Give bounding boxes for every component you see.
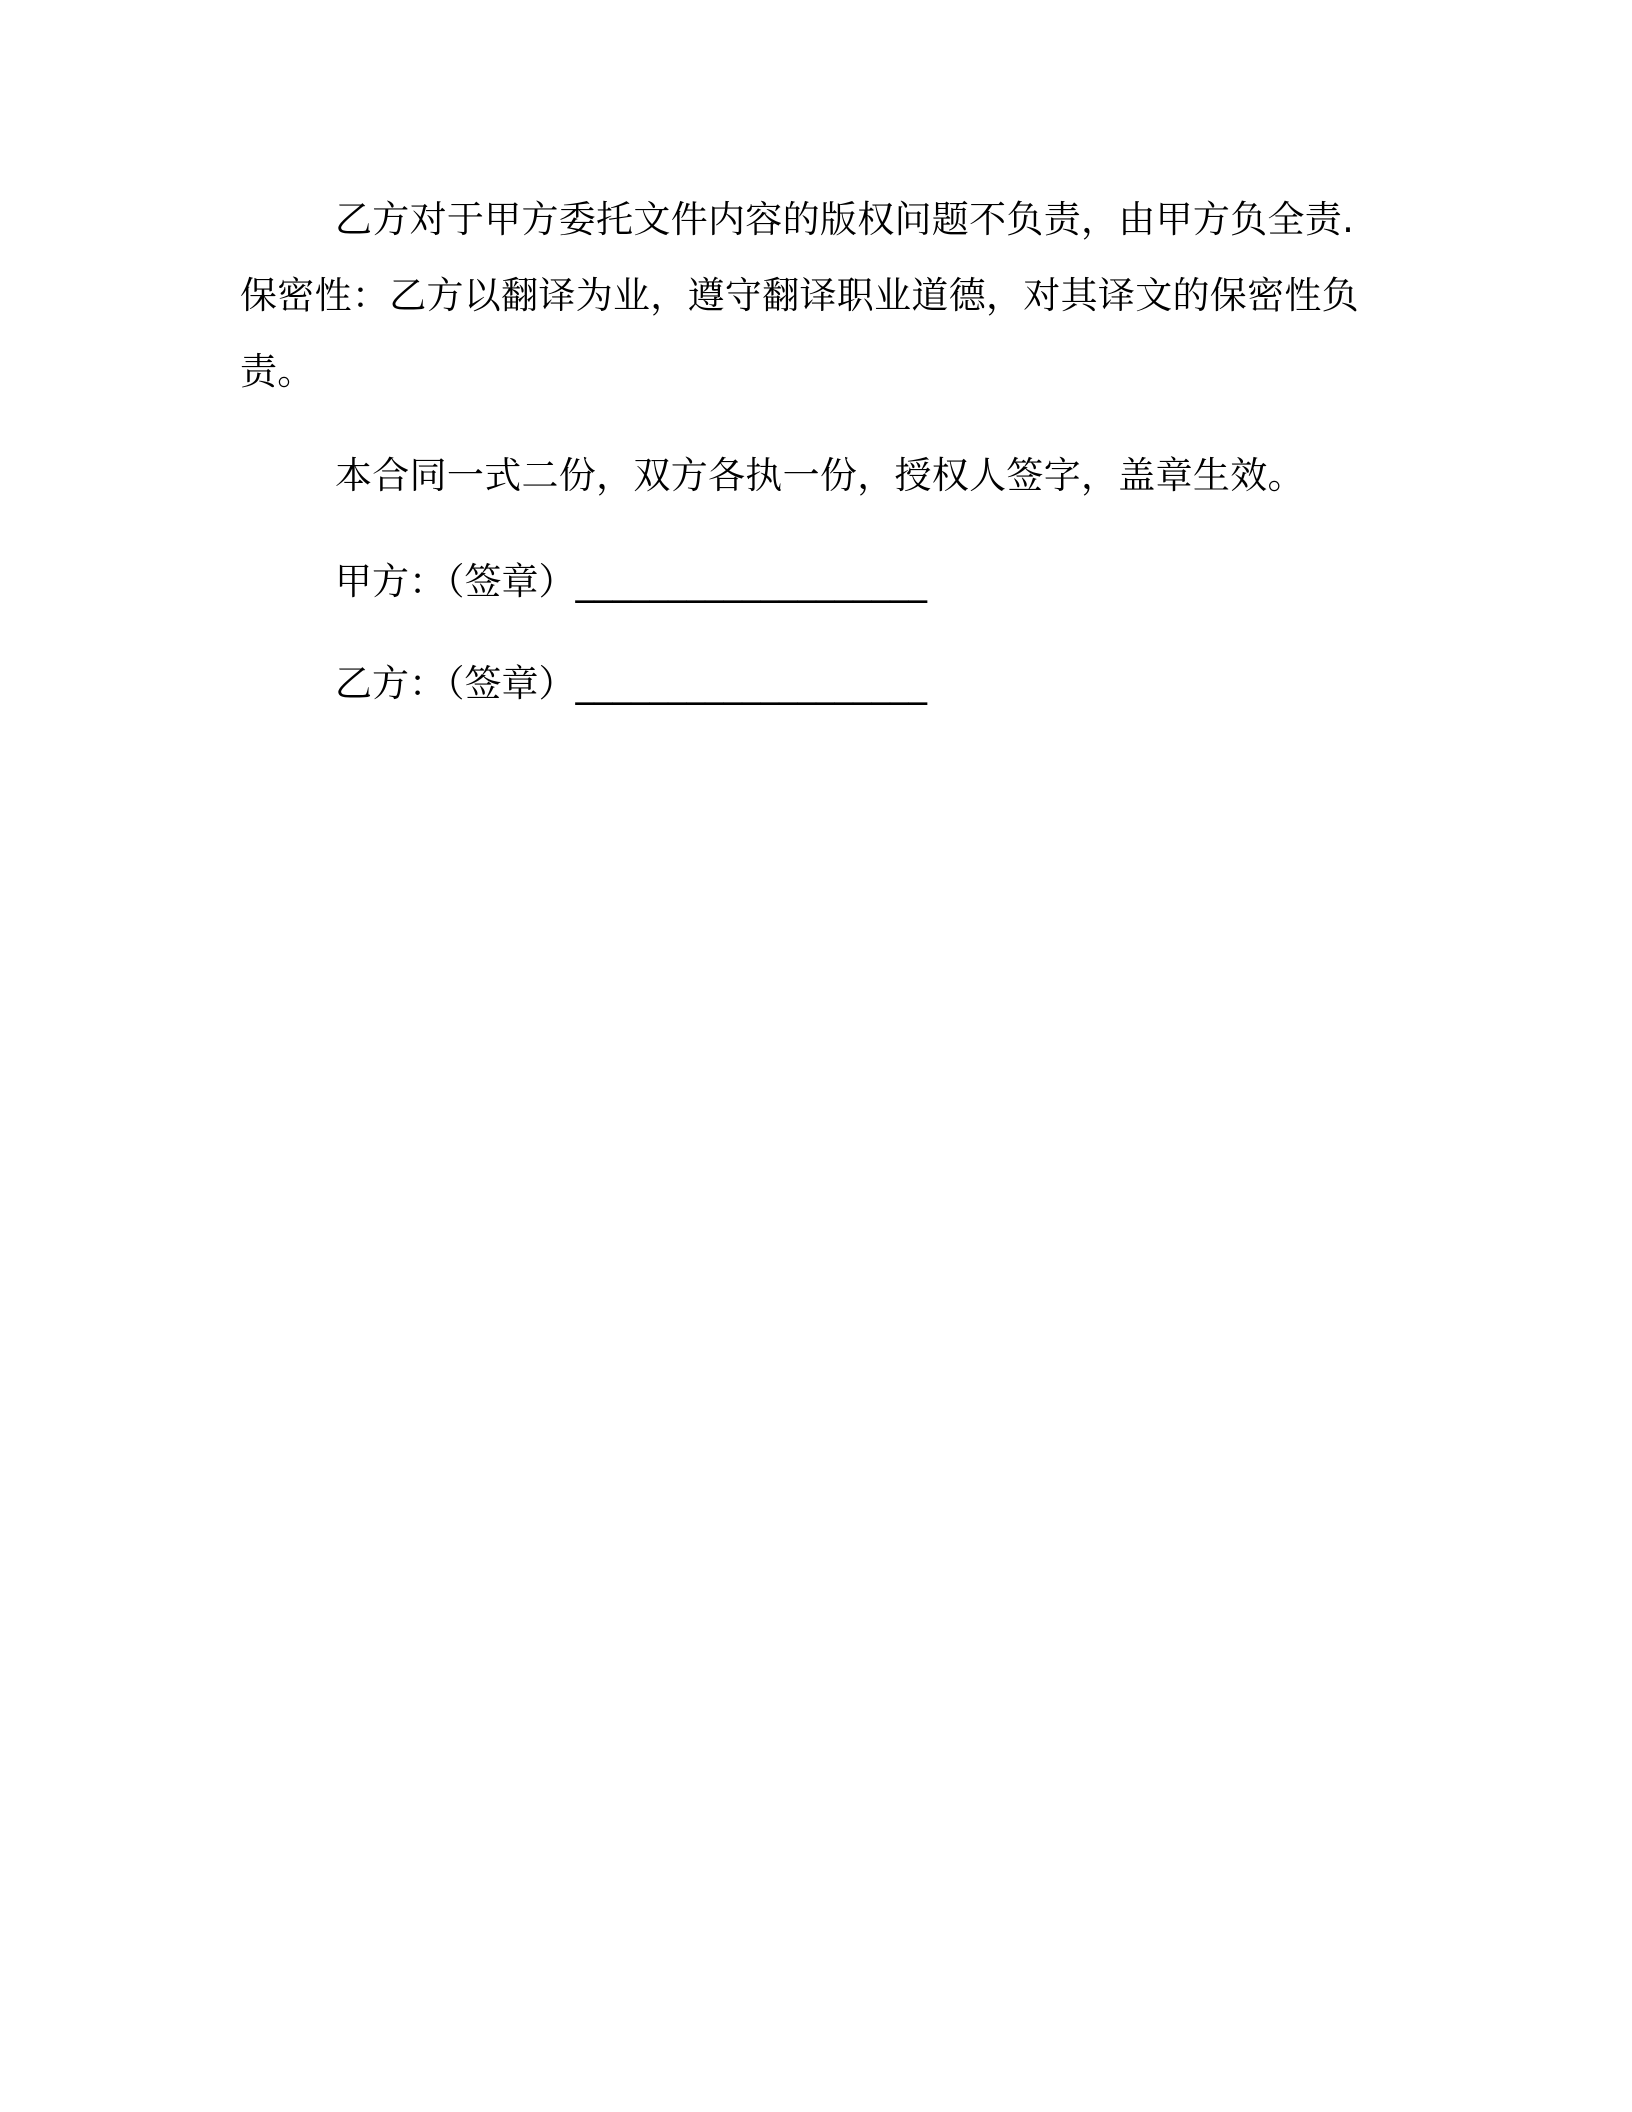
party-a-signature-line: 甲方：（签章）___________________ [335,560,927,603]
copyright-confidentiality-paragraph: 乙方对于甲方委托文件内容的版权问题不负责，由甲方负全责.保密性：乙方以翻译为业，遵守翻译职业道德，对其译文的保密性负责。 [240,198,1359,393]
contract-copies-paragraph: 本合同一式二份，双方各执一份，授权人签字，盖章生效。 [335,454,1305,497]
party-b-signature-line: 乙方：（签章）___________________ [335,662,927,705]
